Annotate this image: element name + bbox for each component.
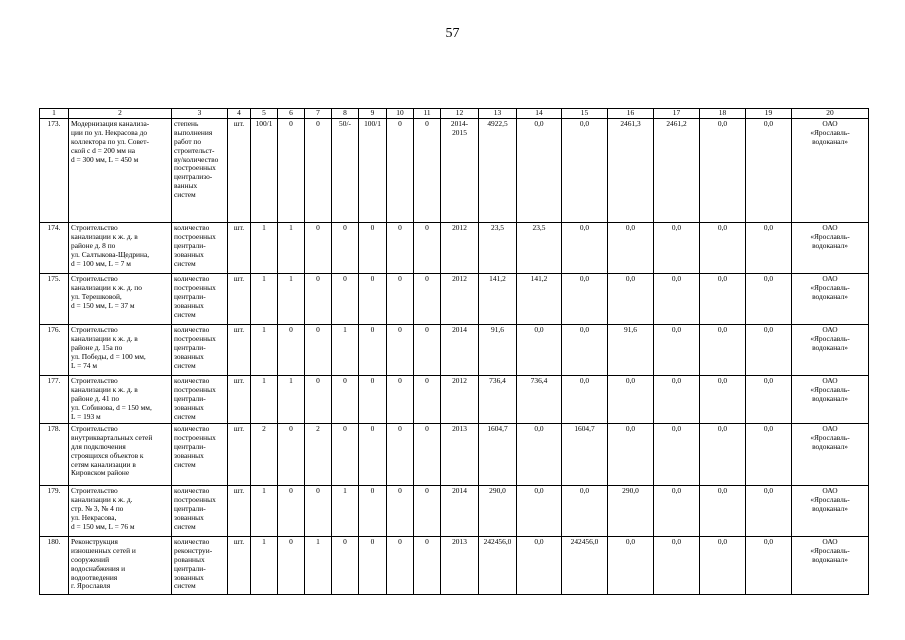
table-cell: 0,0 [700, 223, 746, 274]
table-cell: ОАО «Ярославль- водоканал» [792, 424, 869, 486]
table-cell: 0 [278, 424, 305, 486]
table-cell: 0,0 [654, 486, 700, 537]
column-header: 9 [359, 109, 387, 119]
column-header: 11 [414, 109, 441, 119]
table-cell: 0,0 [608, 274, 654, 325]
table-cell: 0,0 [654, 424, 700, 486]
data-table [39, 108, 869, 595]
table-cell: 0 [414, 119, 441, 223]
table-cell: 0 [387, 376, 414, 424]
table-cell: ОАО «Ярославль- водоканал» [792, 223, 869, 274]
table-cell: 2012 [441, 376, 479, 424]
table-cell: 2013 [441, 424, 479, 486]
table-cell: 2013 [441, 537, 479, 595]
table-cell: количество построенных централи- зованных систем [172, 376, 228, 424]
table-cell: Строительство внутриквартальных сетей для подключения строящихся объектов к сетям канализации в Кировском районе [69, 424, 172, 486]
table-cell: 0,0 [608, 537, 654, 595]
column-header: 8 [332, 109, 359, 119]
table-cell: 0,0 [608, 223, 654, 274]
table-cell: 0,0 [654, 223, 700, 274]
table-body [40, 109, 869, 595]
table-cell: Строительство канализации к ж. д. в районе д. 41 по ул. Собинова, d = 150 мм, L = 193 м [69, 376, 172, 424]
column-header: 13 [479, 109, 517, 119]
table-cell: 0 [278, 119, 305, 223]
table-cell: 0,0 [746, 325, 792, 376]
table-cell: 0 [278, 325, 305, 376]
table-cell: 0,0 [562, 486, 608, 537]
table-cell: ОАО «Ярославль- водоканал» [792, 274, 869, 325]
table-cell: 2012 [441, 274, 479, 325]
table-cell: 0,0 [608, 376, 654, 424]
column-header: 10 [387, 109, 414, 119]
table-cell: 0,0 [517, 119, 562, 223]
table-cell: 736,4 [517, 376, 562, 424]
table-cell: 0 [387, 119, 414, 223]
table-cell: 0 [414, 537, 441, 595]
table-cell: 2012 [441, 223, 479, 274]
table-cell: 141,2 [517, 274, 562, 325]
table-cell: 1 [305, 537, 332, 595]
table-cell: 0,0 [746, 424, 792, 486]
table-cell: 0,0 [700, 424, 746, 486]
table-cell: 179. [40, 486, 69, 537]
table-cell: 23,5 [517, 223, 562, 274]
table-cell: 1 [332, 486, 359, 537]
table-cell: 4922,5 [479, 119, 517, 223]
table-cell: Строительство канализации к ж. д. по ул. Терешковой, d = 150 мм, L = 37 м [69, 274, 172, 325]
table-cell: 0 [305, 223, 332, 274]
table-cell: 290,0 [479, 486, 517, 537]
table-cell: 1604,7 [479, 424, 517, 486]
table-cell: 0 [387, 537, 414, 595]
table-cell: 1 [278, 376, 305, 424]
table-cell: 180. [40, 537, 69, 595]
column-header: 18 [700, 109, 746, 119]
table-cell: 0 [305, 325, 332, 376]
table-cell: 290,0 [608, 486, 654, 537]
table-cell: 91,6 [608, 325, 654, 376]
table-row [40, 376, 869, 424]
table-row [40, 119, 869, 223]
table-cell: 1 [251, 537, 278, 595]
table-cell: 0 [414, 376, 441, 424]
table-cell: 0,0 [562, 325, 608, 376]
table-cell: 0 [305, 486, 332, 537]
table-cell: 0,0 [608, 424, 654, 486]
table-cell: ОАО «Ярославль- водоканал» [792, 537, 869, 595]
table-cell: 0,0 [746, 223, 792, 274]
table-cell: 100/1 [359, 119, 387, 223]
table-row [40, 223, 869, 274]
table-cell: 0,0 [746, 274, 792, 325]
table-cell: 173. [40, 119, 69, 223]
table-cell: 91,6 [479, 325, 517, 376]
table-cell: 0 [359, 486, 387, 537]
table-cell: 0 [387, 274, 414, 325]
table-cell: Строительство канализации к ж. д. в районе д. 15а по ул. Победы, d = 100 мм, L = 74 м [69, 325, 172, 376]
table-cell: Строительство канализации к ж. д. стр. № 3, № 4 по ул. Некрасова, d = 150 мм, L = 76 м [69, 486, 172, 537]
table-cell: 0 [305, 274, 332, 325]
table-cell: 0,0 [700, 325, 746, 376]
table-cell: 50/- [332, 119, 359, 223]
table-cell: шт. [228, 376, 251, 424]
table-cell: 0,0 [562, 376, 608, 424]
column-header: 5 [251, 109, 278, 119]
table-cell: 0,0 [517, 537, 562, 595]
table-cell: Строительство канализации к ж. д. в районе д. 8 по ул. Салтыкова-Щедрина, d = 100 мм, L = 7 м [69, 223, 172, 274]
table-cell: 0 [387, 223, 414, 274]
table-cell: 1604,7 [562, 424, 608, 486]
table-cell: 177. [40, 376, 69, 424]
table-cell: 0,0 [700, 537, 746, 595]
table-cell: шт. [228, 274, 251, 325]
table-cell: 0,0 [746, 119, 792, 223]
table-cell: 0,0 [700, 119, 746, 223]
table-cell: 0 [278, 537, 305, 595]
table-cell: 0 [414, 486, 441, 537]
table-cell: 0 [359, 325, 387, 376]
table-cell: 0 [414, 223, 441, 274]
table-cell: 0 [332, 376, 359, 424]
column-header: 4 [228, 109, 251, 119]
table-cell: 2014- 2015 [441, 119, 479, 223]
column-header: 7 [305, 109, 332, 119]
table-cell: ОАО «Ярославль- водоканал» [792, 486, 869, 537]
table-cell: 0,0 [700, 274, 746, 325]
table-cell: 0 [332, 424, 359, 486]
table-cell: 2461,3 [608, 119, 654, 223]
column-header: 16 [608, 109, 654, 119]
table-cell: 0,0 [654, 376, 700, 424]
table-cell: количество реконструи- рованных централи- зованных систем [172, 537, 228, 595]
column-header: 17 [654, 109, 700, 119]
table-cell: 1 [251, 376, 278, 424]
column-header: 15 [562, 109, 608, 119]
table-cell: 0 [414, 325, 441, 376]
table-cell: 0 [414, 424, 441, 486]
table-cell: 1 [251, 325, 278, 376]
table-cell: 1 [332, 325, 359, 376]
table-cell: 0 [387, 325, 414, 376]
table-cell: 242456,0 [479, 537, 517, 595]
table-cell: ОАО «Ярославль- водоканал» [792, 119, 869, 223]
table-cell: 0,0 [562, 274, 608, 325]
table-row [40, 325, 869, 376]
table-cell: 0 [305, 376, 332, 424]
table-cell: ОАО «Ярославль- водоканал» [792, 376, 869, 424]
table-cell: 0 [387, 424, 414, 486]
table-cell: 0,0 [517, 424, 562, 486]
column-header: 19 [746, 109, 792, 119]
table-cell: 0,0 [562, 119, 608, 223]
table-cell: 242456,0 [562, 537, 608, 595]
table-row [40, 486, 869, 537]
table-cell: 2461,2 [654, 119, 700, 223]
column-header: 14 [517, 109, 562, 119]
table-cell: 0,0 [746, 537, 792, 595]
table-cell: 23,5 [479, 223, 517, 274]
table-cell: 2014 [441, 325, 479, 376]
column-header: 2 [69, 109, 172, 119]
table-cell: 1 [278, 274, 305, 325]
page-number: 57 [445, 26, 460, 41]
table-cell: 0 [332, 223, 359, 274]
header-row [40, 109, 869, 119]
table-cell: 0,0 [654, 274, 700, 325]
table-cell: Модернизация канализа- ции по ул. Некрасова до коллектора по ул. Совет- ской с d = 200 мм на d = 300 мм, L = 450 м [69, 119, 172, 223]
table-cell: 0,0 [746, 486, 792, 537]
table-cell: 174. [40, 223, 69, 274]
table-cell: 141,2 [479, 274, 517, 325]
table-cell: 178. [40, 424, 69, 486]
table-cell: 736,4 [479, 376, 517, 424]
table-cell: 0,0 [746, 376, 792, 424]
table-cell: 0,0 [562, 223, 608, 274]
table-cell: шт. [228, 325, 251, 376]
column-header: 20 [792, 109, 869, 119]
table-cell: 0,0 [517, 325, 562, 376]
table-cell: шт. [228, 486, 251, 537]
table-cell: количество построенных централи- зованных систем [172, 274, 228, 325]
table-cell: 0 [387, 486, 414, 537]
table-row [40, 274, 869, 325]
table-cell: 1 [251, 223, 278, 274]
table-cell: количество построенных централи- зованных систем [172, 424, 228, 486]
table-cell: 0,0 [654, 537, 700, 595]
table-cell: количество построенных централи- зованных систем [172, 223, 228, 274]
table-cell: 175. [40, 274, 69, 325]
column-header: 3 [172, 109, 228, 119]
table-cell: шт. [228, 119, 251, 223]
table-cell: 0,0 [654, 325, 700, 376]
table-row [40, 424, 869, 486]
table-cell: 0 [278, 486, 305, 537]
table-cell: 0,0 [700, 376, 746, 424]
table-cell: ОАО «Ярославль- водоканал» [792, 325, 869, 376]
table-cell: 2 [305, 424, 332, 486]
table-cell: 2014 [441, 486, 479, 537]
table-cell: 1 [251, 486, 278, 537]
table-cell: 0 [359, 424, 387, 486]
table-cell: Реконструкция изношенных сетей и сооружений водоснабжения и водоотведения г. Ярославля [69, 537, 172, 595]
column-header: 1 [40, 109, 69, 119]
table-row [40, 537, 869, 595]
table-cell: 0 [359, 537, 387, 595]
table-cell: 1 [251, 274, 278, 325]
column-header: 6 [278, 109, 305, 119]
table-cell: 0 [414, 274, 441, 325]
table-cell: шт. [228, 537, 251, 595]
table-cell: 176. [40, 325, 69, 376]
table-cell: 2 [251, 424, 278, 486]
table-cell: 0,0 [700, 486, 746, 537]
table-cell: 0 [359, 376, 387, 424]
table-cell: количество построенных централи- зованных систем [172, 325, 228, 376]
table-cell: 0 [359, 274, 387, 325]
table-cell: количество построенных централи- зованных систем [172, 486, 228, 537]
table-cell: 0 [332, 274, 359, 325]
table-cell: шт. [228, 424, 251, 486]
table-cell: 0 [305, 119, 332, 223]
table-cell: 0 [359, 223, 387, 274]
column-header: 12 [441, 109, 479, 119]
table-cell: 1 [278, 223, 305, 274]
table-cell: 0,0 [517, 486, 562, 537]
table-cell: степень выполнения работ по строительст- ву/количество построенных централизо- ванных систем [172, 119, 228, 223]
table-cell: 0 [332, 537, 359, 595]
table-cell: 100/1 [251, 119, 278, 223]
table-cell: шт. [228, 223, 251, 274]
